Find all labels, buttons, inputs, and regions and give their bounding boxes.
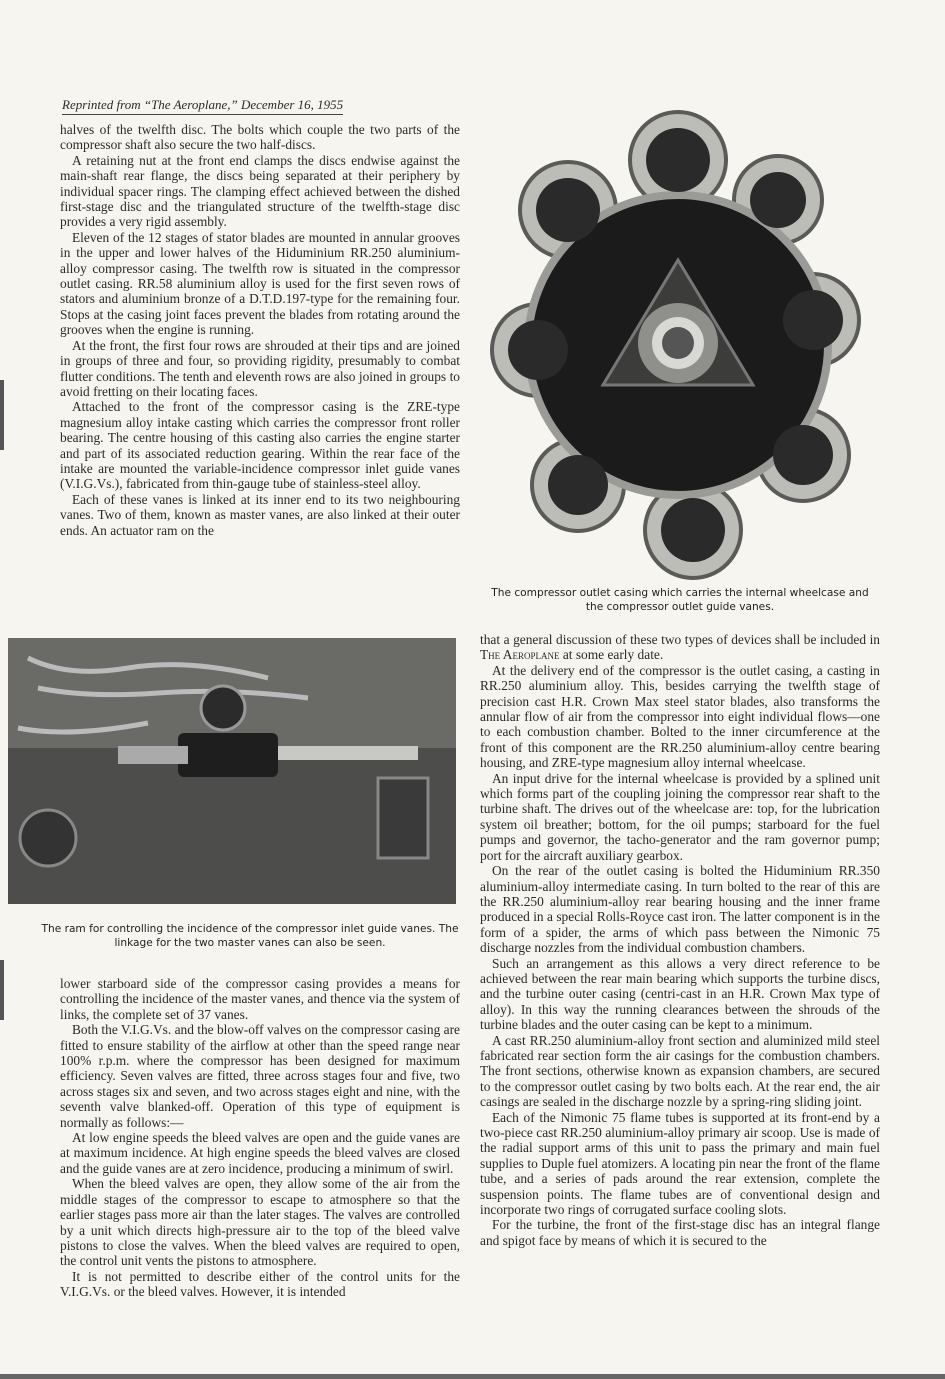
column-right — [480, 632, 880, 1248]
paragraph: halves of the twelfth disc. The bolts which couple the two parts of the compressor shaft also secure the two half-discs. — [60, 122, 460, 153]
paragraph: It is not permitted to describe either of the control units for the V.I.G.Vs. or the bleed valves. However, it is intended — [60, 1268, 460, 1300]
publication-name: The Aeroplane — [480, 647, 560, 663]
paragraph: Each of the Nimonic 75 flame tubes is supported at its front-end by a two-piece cast RR.250 aluminium-alloy primary air scoop. Use is made of the radial support arms of this unit to pass the primary and main fuel supplies to Duple fuel atomizers. A locating pin near the front of the flame tube, and a series of pads around the rear extension, complete the suspension points. The flame tubes are of conventional design and incorporate two rings of corrugated surface cooling slots. — [480, 1109, 880, 1218]
paragraph: Both the V.I.G.Vs. and the blow-off valves on the compressor casing are fitted to ensure stability of the airflow at other than the speed range near 100% r.p.m. where the compressor has been designed for maximum efficiency. Seven valves are fitted, three across stages four and five, two across stages six and seven, and two across stages eight and nine, with the seventh valve blanked-off. Operation of this type of equipment is normally as follows:— — [60, 1022, 460, 1130]
column-left-top — [60, 122, 460, 538]
outlet-casing-photo — [478, 85, 870, 585]
paragraph: On the rear of the outlet casing is bolted the Hiduminium RR.350 aluminium-alloy intermediate casing. In turn bolted to the rear of this are the RR.250 aluminium-alloy rear bearing housing and the inner frame produced in a special Rolls-Royce cast iron. The latter component is in the form of a spider, the arms of which pass between the Nimonic 75 discharge nozzles from the individual combustion chambers. — [480, 863, 880, 956]
text-run: at some early date. — [559, 647, 664, 663]
paragraph: An input drive for the internal wheelcase is provided by a splined unit which forms part of the coupling joining the compressor rear shaft to the turbine shaft. The drives out of the wheelcase are: top, for the lubrication system oil breather; bottom, for the oil pumps; starboard for the fuel pumps and governor, the tacho-generator and the ram governor pump; port for the aircraft auxiliary gearbox. — [480, 770, 880, 863]
paragraph: Each of these vanes is linked at its inner end to its two neighbouring vanes. Two of them, known as master vanes, are also linked at their outer ends. An actuator ram on the — [60, 491, 460, 538]
scan-bottom-edge — [0, 1374, 945, 1379]
paragraph: Attached to the front of the compressor casing is the ZRE-type magnesium alloy intake casting which carries the compressor front roller bearing. The centre housing of this casting also carries the engine starter and part of its associated reduction gearing. Within the rear face of the intake are mounted the variable-incidence compressor inlet guide vanes (V.I.G.Vs.), fabricated from thin-gauge tube of stainless-steel alloy. — [60, 399, 460, 492]
paragraph: When the bleed valves are open, they allow some of the air from the middle stages of the compressor to escape to atmosphere so that the earlier stages pass more air than the later stages. The valves are controlled by a unit which directs high-pressure air to the top of the bleed valve pistons to close the valves. When the bleed valves are required to open, the control unit vents the pistons to atmosphere. — [60, 1176, 460, 1269]
scan-edge-mark — [0, 960, 4, 1020]
paragraph: A cast RR.250 aluminium-alloy front section and aluminized mild steel fabricated rear section form the air casings for the combustion chambers. The front sections, otherwise known as expansion chambers, are secured to the compressor outlet casing by two bolts each. At the rear end, the air casings are sealed in the discharge nozzle by a spring-ring sliding joint. — [480, 1032, 880, 1110]
paragraph: For the turbine, the front of the first-stage disc has an integral flange and spigot face by means of which it is secured to the — [480, 1217, 880, 1248]
paragraph: At low engine speeds the bleed valves are open and the guide vanes are at maximum incidence. At high engine speeds the bleed valves are closed and the guide vanes are at zero incidence, producing a minimum of swirl. — [60, 1130, 460, 1176]
paragraph: Such an arrangement as this allows a very direct reference to be achieved between the rear main bearing which supports the turbine discs, and the turbine outer casing (centri-cast in an H.R. Crown Max type of alloy). In this way the running clearances between the shrouds of the turbine blades and the outer casing can be kept to a minimum. — [480, 955, 880, 1033]
paragraph: A retaining nut at the front end clamps the discs endwise against the main-shaft rear flange, the discs being separated at their periphery by individual spacer rings. The clamping effect achieved between the dished first-stage disc and the triangulated structure of the twelfth-stage disc provides a very rigid assembly. — [60, 152, 460, 230]
running-header: Reprinted from “The Aeroplane,” December 16, 1955 — [62, 97, 343, 115]
ram-photo — [8, 638, 456, 904]
paragraph: At the delivery end of the compressor is the outlet casing, a casting in RR.250 aluminium alloy. This, besides carrying the twelfth stage of precision cast H.R. Crown Max steel stator blades, also transforms the annular flow of air from the compressor into eight individual flows—one to each combustion chamber. Bolted to the inner circumference at the front of this component are the RR.250 aluminium-alloy centre bearing housing, and ZRE-type magnesium alloy internal wheelcase. — [480, 662, 880, 771]
paragraph: At the front, the first four rows are shrouded at their tips and are joined in groups of three and four, so providing rigidity, presumably to combat flutter conditions. The tenth and eleventh rows are also joined in groups to avoid fretting on their locating faces. — [60, 337, 460, 399]
text-run: that a general discussion of these two types of devices shall be included in — [480, 632, 880, 647]
paragraph — [480, 632, 880, 663]
paragraph: Eleven of the 12 stages of stator blades are mounted in annular grooves in the upper and lower halves of the Hiduminium RR.250 aluminium-alloy compressor casing. The twelfth row is situated in the compressor outlet casing. RR.58 aluminium alloy is used for the first seven rows of stators and aluminium bronze of a D.T.D.197-type for the remaining four. Stops at the casing joint faces prevent the blades from rotating around the grooves when the engine is running. — [60, 229, 460, 338]
outlet-casing-caption: The compressor outlet casing which carries the internal wheelcase and the compressor outlet guide vanes. — [491, 587, 869, 613]
paragraph: lower starboard side of the compressor casing provides a means for controlling the incidence of the master vanes, and thence via the system of links, the complete set of 37 vanes. — [60, 976, 460, 1022]
ram-caption: The ram for controlling the incidence of the compressor inlet guide vanes. The linkage for the two master vanes can also be seen. — [41, 923, 459, 949]
column-left-bottom — [60, 976, 460, 1300]
scan-edge-mark — [0, 380, 4, 450]
